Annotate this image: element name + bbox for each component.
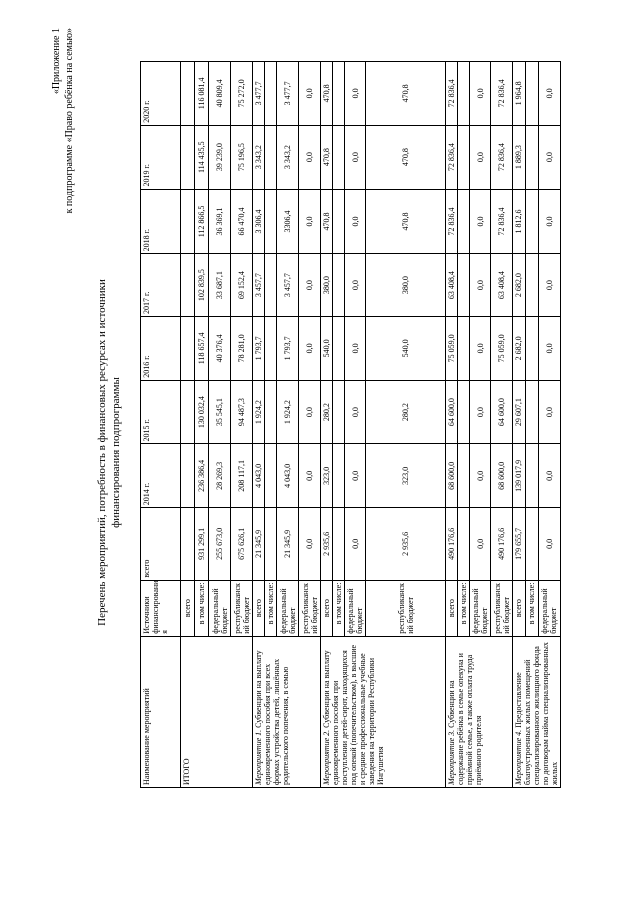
value-cell xyxy=(458,125,470,189)
value-cell: 490 176,6 xyxy=(446,508,458,580)
value-cell: 3 343,2 xyxy=(253,125,265,189)
value-cell: 72 836,4 xyxy=(446,62,458,126)
activity-name-cell xyxy=(181,636,253,787)
source-cell: в том числе: xyxy=(333,580,345,636)
value-cell: 33 687,1 xyxy=(209,254,231,317)
value-cell xyxy=(265,317,277,381)
value-cell: 208 117,1 xyxy=(231,444,253,508)
appendix-note xyxy=(50,28,76,213)
value-cell: 94 487,3 xyxy=(231,380,253,444)
value-cell: 0,0 xyxy=(470,125,491,189)
value-cell: 1 924,2 xyxy=(277,380,299,444)
value-cell: 255 673,0 xyxy=(209,508,231,580)
value-cell xyxy=(181,254,195,317)
activity-label: Мероприятие 2. xyxy=(322,729,331,785)
value-cell: 931 299,1 xyxy=(195,508,209,580)
source-cell: в том числе: xyxy=(195,580,209,636)
value-cell: 236 386,4 xyxy=(195,444,209,508)
header-2014: 2014 г. xyxy=(141,444,181,508)
value-cell: 2 682,0 xyxy=(513,317,526,381)
table-row xyxy=(446,62,458,788)
value-cell: 2 682,0 xyxy=(513,254,526,317)
source-cell: всего xyxy=(321,580,333,636)
value-cell: 0,0 xyxy=(470,380,491,444)
value-cell xyxy=(333,508,345,580)
value-cell: 116 081,4 xyxy=(195,62,209,126)
source-cell: федеральный бюджет xyxy=(470,580,491,636)
value-cell: 179 655,7 xyxy=(513,508,526,580)
value-cell: 3306,4 xyxy=(277,189,299,254)
value-cell xyxy=(525,380,538,444)
value-cell xyxy=(525,254,538,317)
source-cell: всего xyxy=(181,580,195,636)
value-cell: 75 059,0 xyxy=(446,317,458,381)
value-cell xyxy=(265,508,277,580)
value-cell: 4 043,0 xyxy=(277,444,299,508)
value-cell: 1 889,3 xyxy=(513,125,526,189)
header-2019: 2019 г. xyxy=(141,125,181,189)
value-cell: 69 152,4 xyxy=(231,254,253,317)
value-cell xyxy=(333,254,345,317)
value-cell: 66 470,4 xyxy=(231,189,253,254)
activity-description: Субвенции на выплату единовременного пособия при поступлении детей-сирот, находящихся под опекой (попечительством), в высшие и средние профессиональные учебные заведения на территории Республики Ингушетия xyxy=(322,644,385,785)
value-cell: 0,0 xyxy=(538,380,560,444)
value-cell xyxy=(181,444,195,508)
value-cell xyxy=(181,189,195,254)
value-cell xyxy=(525,508,538,580)
value-cell: 139 017,9 xyxy=(513,444,526,508)
value-cell: 75 272,0 xyxy=(231,62,253,126)
value-cell xyxy=(181,508,195,580)
value-cell: 0,0 xyxy=(538,125,560,189)
value-cell: 0,0 xyxy=(345,189,366,254)
table-row xyxy=(253,62,265,788)
value-cell: 68 600,0 xyxy=(491,444,513,508)
value-cell xyxy=(181,317,195,381)
value-cell: 470,8 xyxy=(321,125,333,189)
value-cell: 323,0 xyxy=(366,444,446,508)
value-cell xyxy=(265,254,277,317)
value-cell: 2 935,6 xyxy=(321,508,333,580)
appendix-line-1: «Приложение 1 xyxy=(51,28,62,95)
activity-label: Мероприятие 3. xyxy=(447,729,456,785)
value-cell: 75 196,5 xyxy=(231,125,253,189)
header-total: всего xyxy=(141,508,181,580)
value-cell xyxy=(265,189,277,254)
value-cell: 0,0 xyxy=(538,317,560,381)
value-cell: 0,0 xyxy=(299,444,321,508)
value-cell: 3 477,7 xyxy=(253,62,265,126)
value-cell: 72 836,4 xyxy=(491,189,513,254)
value-cell: 0,0 xyxy=(299,380,321,444)
value-cell: 0,0 xyxy=(538,62,560,126)
value-cell: 3 457,7 xyxy=(277,254,299,317)
header-2020: 2020 г. xyxy=(141,62,181,126)
value-cell: 490 176,6 xyxy=(491,508,513,580)
document-title xyxy=(95,0,123,905)
value-cell: 0,0 xyxy=(299,189,321,254)
value-cell: 0,0 xyxy=(538,189,560,254)
value-cell: 380,0 xyxy=(321,254,333,317)
value-cell xyxy=(265,62,277,126)
source-cell: федеральный бюджет xyxy=(345,580,366,636)
header-source: Источники финансировани я xyxy=(141,580,181,636)
source-cell: всего xyxy=(446,580,458,636)
value-cell: 470,8 xyxy=(321,62,333,126)
value-cell xyxy=(458,317,470,381)
value-cell: 0,0 xyxy=(470,189,491,254)
value-cell: 72 836,4 xyxy=(446,189,458,254)
title-line-1: Перечень мероприятий, потребность в финансовых ресурсах и источники xyxy=(96,279,108,626)
value-cell: 0,0 xyxy=(299,317,321,381)
value-cell: 0,0 xyxy=(345,125,366,189)
value-cell: 3 457,7 xyxy=(253,254,265,317)
value-cell: 3 343,2 xyxy=(277,125,299,189)
value-cell: 0,0 xyxy=(345,380,366,444)
value-cell: 40 376,4 xyxy=(209,317,231,381)
value-cell: 675 626,1 xyxy=(231,508,253,580)
activity-description: Субвенции на содержание ребёнка в семье опекуна и приёмной семье, а также оплата труда приёмного родителя xyxy=(447,653,483,785)
value-cell xyxy=(525,444,538,508)
value-cell: 1 924,2 xyxy=(253,380,265,444)
header-name: Наименование мероприятий xyxy=(141,636,181,787)
value-cell xyxy=(458,254,470,317)
source-cell: всего xyxy=(253,580,265,636)
table-row xyxy=(513,62,526,788)
value-cell: 0,0 xyxy=(470,444,491,508)
value-cell: 0,0 xyxy=(299,125,321,189)
value-cell xyxy=(458,444,470,508)
value-cell: 0,0 xyxy=(345,254,366,317)
value-cell: 68 600,0 xyxy=(446,444,458,508)
value-cell xyxy=(458,508,470,580)
value-cell: 0,0 xyxy=(538,508,560,580)
source-cell: в том числе: xyxy=(525,580,538,636)
table-row xyxy=(321,62,333,788)
appendix-line-2: к подпрограмме «Право ребёнка на семью» xyxy=(64,28,75,214)
header-2016: 2016 г. xyxy=(141,317,181,381)
title-line-2: финансирования подпрограммы xyxy=(110,377,122,528)
value-cell: 0,0 xyxy=(538,254,560,317)
value-cell: 63 408,4 xyxy=(446,254,458,317)
value-cell xyxy=(458,62,470,126)
value-cell xyxy=(525,189,538,254)
value-cell: 470,8 xyxy=(321,189,333,254)
source-cell: республиканск ий бюджет xyxy=(299,580,321,636)
value-cell xyxy=(525,317,538,381)
value-cell: 78 281,0 xyxy=(231,317,253,381)
value-cell xyxy=(525,62,538,126)
value-cell: 63 408,4 xyxy=(491,254,513,317)
value-cell: 36 369,1 xyxy=(209,189,231,254)
value-cell: 540,0 xyxy=(366,317,446,381)
header-2015: 2015 г. xyxy=(141,380,181,444)
value-cell: 323,0 xyxy=(321,444,333,508)
value-cell: 0,0 xyxy=(299,62,321,126)
value-cell: 114 435,5 xyxy=(195,125,209,189)
value-cell: 28 269,3 xyxy=(209,444,231,508)
value-cell: 380,0 xyxy=(366,254,446,317)
value-cell xyxy=(458,380,470,444)
value-cell xyxy=(333,444,345,508)
value-cell: 280,2 xyxy=(366,380,446,444)
value-cell: 64 600,0 xyxy=(491,380,513,444)
value-cell: 75 059,0 xyxy=(491,317,513,381)
value-cell xyxy=(265,380,277,444)
value-cell: 0,0 xyxy=(299,508,321,580)
activity-name-cell xyxy=(446,636,513,787)
activity-name-cell xyxy=(253,636,321,787)
value-cell: 21 345,9 xyxy=(277,508,299,580)
value-cell: 0,0 xyxy=(345,62,366,126)
value-cell: 72 836,4 xyxy=(446,125,458,189)
value-cell: 0,0 xyxy=(345,508,366,580)
value-cell: 4 043,0 xyxy=(253,444,265,508)
source-cell: федеральный бюджет xyxy=(277,580,299,636)
activity-label: Мероприятие 4. xyxy=(514,729,523,785)
header-2018: 2018 г. xyxy=(141,189,181,254)
value-cell: 1 964,8 xyxy=(513,62,526,126)
value-cell xyxy=(333,125,345,189)
value-cell: 3 306,4 xyxy=(253,189,265,254)
value-cell: 0,0 xyxy=(470,62,491,126)
value-cell: 21 345,9 xyxy=(253,508,265,580)
value-cell: 0,0 xyxy=(345,317,366,381)
activity-name-cell xyxy=(321,636,446,787)
value-cell: 2 935,6 xyxy=(366,508,446,580)
header-row xyxy=(141,62,181,788)
value-cell: 1 793,7 xyxy=(277,317,299,381)
source-cell: всего xyxy=(513,580,526,636)
value-cell: 470,8 xyxy=(366,62,446,126)
source-cell: республиканск ий бюджет xyxy=(491,580,513,636)
activity-label: Мероприятие 1. xyxy=(254,729,263,785)
source-cell: республиканск ий бюджет xyxy=(231,580,253,636)
value-cell xyxy=(333,189,345,254)
source-cell: в том числе: xyxy=(265,580,277,636)
value-cell: 0,0 xyxy=(299,254,321,317)
activity-name-cell xyxy=(513,636,561,787)
value-cell: 29 607,1 xyxy=(513,380,526,444)
value-cell: 102 839,5 xyxy=(195,254,209,317)
value-cell: 0,0 xyxy=(538,444,560,508)
value-cell xyxy=(181,380,195,444)
value-cell: 0,0 xyxy=(345,444,366,508)
value-cell: 72 836,4 xyxy=(491,62,513,126)
value-cell xyxy=(265,444,277,508)
value-cell: 40 809,4 xyxy=(209,62,231,126)
value-cell: 3 477,7 xyxy=(277,62,299,126)
table-row xyxy=(181,62,195,788)
value-cell xyxy=(458,189,470,254)
value-cell xyxy=(265,125,277,189)
value-cell xyxy=(333,380,345,444)
value-cell: 1 793,7 xyxy=(253,317,265,381)
value-cell: 0,0 xyxy=(470,508,491,580)
value-cell: 0,0 xyxy=(470,254,491,317)
value-cell: 470,8 xyxy=(366,125,446,189)
value-cell: 1 812,6 xyxy=(513,189,526,254)
value-cell xyxy=(181,62,195,126)
value-cell: 64 600,0 xyxy=(446,380,458,444)
value-cell: 118 657,4 xyxy=(195,317,209,381)
value-cell: 72 836,4 xyxy=(491,125,513,189)
value-cell: 470,8 xyxy=(366,189,446,254)
source-cell: республиканск ий бюджет xyxy=(366,580,446,636)
value-cell xyxy=(525,125,538,189)
value-cell: 280,2 xyxy=(321,380,333,444)
funding-table xyxy=(140,61,561,788)
header-2017: 2017 г. xyxy=(141,254,181,317)
source-cell: федеральный бюджет xyxy=(538,580,560,636)
value-cell: 35 545,1 xyxy=(209,380,231,444)
value-cell: 39 239,0 xyxy=(209,125,231,189)
value-cell: 0,0 xyxy=(470,317,491,381)
value-cell: 540,0 xyxy=(321,317,333,381)
source-cell: федеральный бюджет xyxy=(209,580,231,636)
value-cell: 130 032,4 xyxy=(195,380,209,444)
activity-description: Предоставление благоустроенных жилых помещений специализированного жилищного фонда по договорам найма специализированных жилых xyxy=(514,642,559,785)
value-cell xyxy=(181,125,195,189)
value-cell xyxy=(333,317,345,381)
value-cell xyxy=(333,62,345,126)
source-cell: в том числе: xyxy=(458,580,470,636)
total-label: ИТОГО xyxy=(182,758,191,785)
activity-description: Субвенции на выплату единовременного пособия при всех формах устройства детей, лишённых родительского попечения, в семью xyxy=(254,650,290,785)
value-cell: 112 866,5 xyxy=(195,189,209,254)
